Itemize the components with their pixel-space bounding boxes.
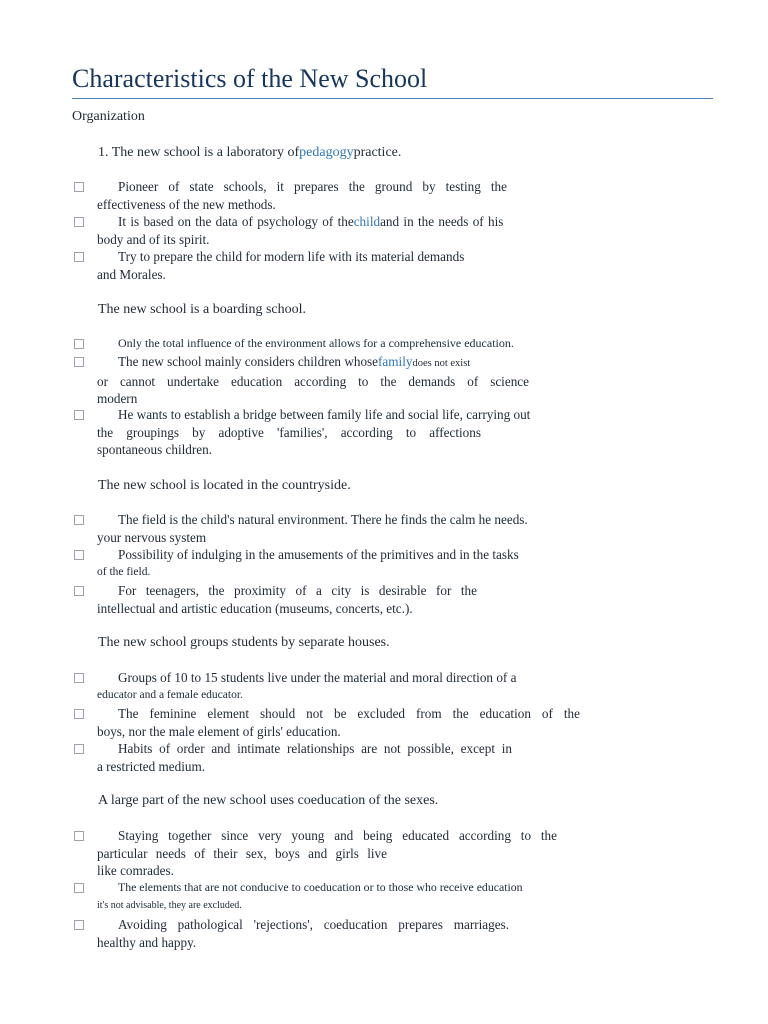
list-item-text: and in the needs of his [380, 214, 504, 229]
bullet-icon [74, 550, 84, 560]
list-item [97, 335, 567, 353]
list-item-line: it's not advisable, they are excluded. [97, 899, 242, 911]
page-title: Characteristics of the New School [72, 62, 713, 99]
list-item-line: The feminine element should not be excluded from the education of the [118, 706, 580, 721]
bullet-icon [74, 744, 84, 754]
list-item-line: healthy and happy. [97, 934, 197, 950]
list-item-text: It is based on the data of psychology of the [118, 214, 354, 229]
list-item [97, 546, 557, 581]
list-item-line: a restricted medium. [97, 758, 206, 774]
list-item-line: spontaneous children. [97, 442, 212, 457]
list-item [97, 582, 477, 617]
list-item-line: For teenagers, the proximity of a city is desirable for the [118, 583, 477, 598]
list-item-line: Habits of order and intimate relationships are not possible, except in [118, 741, 512, 756]
bullet-icon [74, 883, 84, 893]
list-item-line: body and of its spirit. [97, 231, 210, 247]
list-item-line: or cannot undertake education according to the demands of science [97, 373, 529, 389]
child-link[interactable]: child [353, 214, 381, 229]
list-item-line: Try to prepare the child for modern life with its material demands [118, 249, 465, 264]
list-item-line: and Morales. [97, 266, 166, 282]
list-item [97, 827, 557, 880]
family-link[interactable]: family [378, 354, 413, 369]
list-item-line: particular needs of their sex, boys and girls live [97, 845, 387, 861]
list-item [97, 511, 557, 546]
list-item-line: The elements that are not conducive to coeducation or to those who receive education [118, 880, 523, 894]
bullet-icon [74, 709, 84, 719]
list-item [97, 879, 557, 914]
section-4-heading: The new school groups students by separate houses. [98, 635, 390, 650]
list-item-line: Pioneer of state schools, it prepares the ground by testing the [118, 179, 507, 194]
bullet-icon [74, 339, 84, 349]
list-item [97, 705, 580, 740]
list-item-line: effectiveness of the new methods. [97, 196, 276, 212]
bullet-icon [74, 217, 84, 227]
list-item-line: the groupings by adoptive 'families', according to affections [97, 424, 481, 440]
section-1-heading [98, 144, 401, 162]
list-item-line: Staying together since very young and being educated according to the [118, 828, 557, 843]
list-item [97, 669, 557, 704]
section-5-heading: A large part of the new school uses coeducation of the sexes. [98, 793, 439, 808]
bullet-icon [74, 586, 84, 596]
list-item-line: The field is the child's natural environment. There he finds the calm he needs. [118, 512, 528, 527]
list-item-line: Possibility of indulging in the amusements of the primitives and in the tasks [118, 547, 519, 562]
bullet-icon [74, 182, 84, 192]
section-3-heading: The new school is located in the countryside. [98, 478, 351, 493]
bullet-icon [74, 252, 84, 262]
list-item-line: Avoiding pathological 'rejections', coeducation prepares marriages. [118, 917, 509, 932]
bullet-icon [74, 357, 84, 367]
list-item-line: He wants to establish a bridge between family life and social life, carrying out [118, 407, 531, 422]
bullet-icon [74, 410, 84, 420]
list-item-line: Only the total influence of the environment allows for a comprehensive education. [118, 336, 514, 350]
list-item [97, 916, 509, 951]
list-item-line: boys, nor the male element of girls' education. [97, 723, 341, 739]
bullet-icon [74, 920, 84, 930]
organization-label: Organization [72, 109, 145, 124]
list-item [97, 213, 523, 248]
list-item [97, 248, 497, 283]
list-item-line: modern [97, 391, 138, 406]
list-item-line: of the field. [97, 565, 151, 578]
bullet-icon [74, 673, 84, 683]
list-item-line: like comrades. [97, 863, 174, 878]
section-2-heading: The new school is a boarding school. [98, 302, 307, 317]
list-item-line: intellectual and artistic education (museums, concerts, etc.). [97, 600, 413, 616]
list-item-text: does not exist [412, 358, 471, 369]
list-item-line: educator and a female educator. [97, 688, 243, 701]
list-item-text: The new school mainly considers children whose [118, 354, 379, 369]
list-item-line: Groups of 10 to 15 students live under the material and moral direction of a [118, 670, 517, 685]
bullet-icon [74, 515, 84, 525]
list-item [97, 178, 507, 213]
bullet-icon [74, 831, 84, 841]
list-item-line: your nervous system [97, 529, 207, 545]
section-1-heading-end: practice. [353, 145, 402, 160]
section-1-heading-text: 1. The new school is a laboratory of [98, 145, 300, 160]
list-item [97, 406, 559, 459]
list-item [97, 740, 512, 775]
list-item [97, 353, 529, 408]
pedagogy-link[interactable]: pedagogy [299, 145, 354, 160]
